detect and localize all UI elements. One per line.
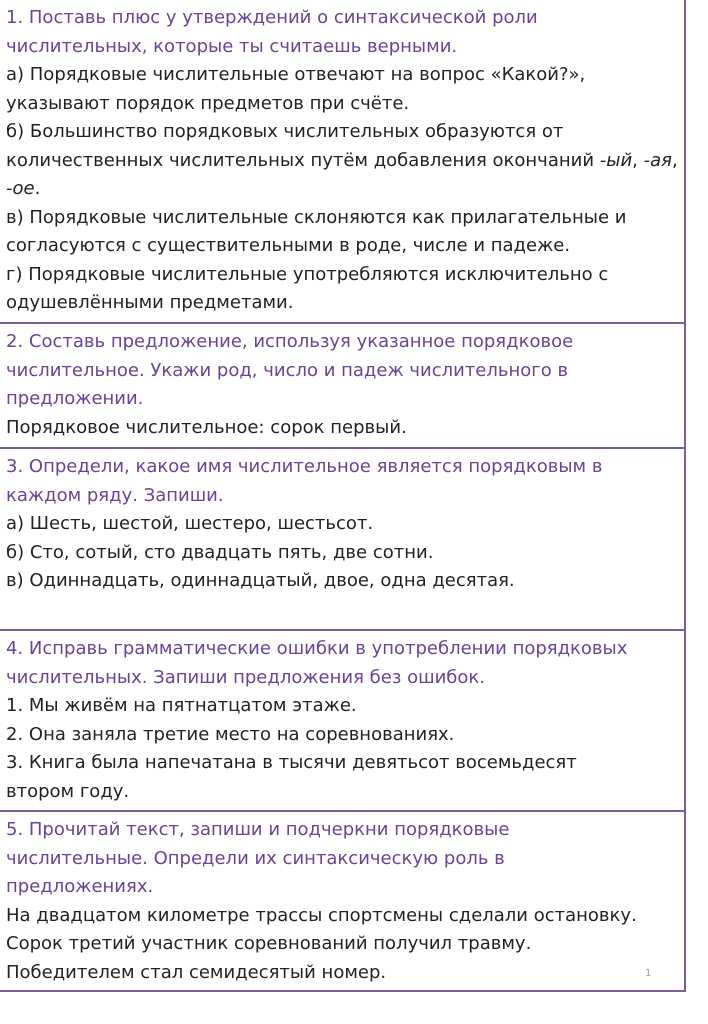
task-1 — [0, 0, 684, 322]
task-5-item-1: На двадцатом километре трассы спортсмены сделали остановку. — [6, 904, 637, 926]
task-5 — [0, 812, 684, 990]
task-4-item-2: 2. Она заняла третие место на соревнованиях. — [6, 723, 455, 745]
task-4-item-1: 1. Мы живём на пятнатцатом этаже. — [6, 695, 357, 716]
task-1-item-b-text: б) Большинство порядковых числительных образуются от количественных числительных путём добавления окончаний — [6, 121, 595, 171]
task-3 — [0, 449, 684, 629]
task-2 — [0, 324, 684, 447]
task-3-heading: 3. Определи, какое имя числительное является порядковым в каждом ряду. Запиши. — [6, 456, 603, 506]
task-1-item-v: в) Порядковые числительные склоняются как прилагательные и согласуются с существительными в роде, числе и падеже. — [6, 206, 627, 256]
task-1-item-g: г) Порядковые числительные употребляются исключительно с одушевлёнными предметами. — [6, 263, 609, 313]
task-4-heading: 4. Исправь грамматические ошибки в употреблении порядковых числительных. Запиши предложения без ошибок. — [6, 638, 628, 688]
ending-oe: -ое — [6, 178, 35, 199]
task-4 — [0, 631, 684, 810]
task-1-heading: 1. Поставь плюс у утверждений о синтаксической роли числительных, которые ты считаешь верными. — [6, 7, 538, 57]
ending-yi: -ый — [599, 149, 633, 171]
task-5-item-2: Сорок третий участник соревнований получил травму. — [6, 933, 532, 954]
page-number: 1 — [645, 968, 652, 979]
task-5-item-3: Победителем стал семидесятый номер. — [6, 961, 387, 983]
task-3-item-v: в) Одиннадцать, одиннадцатый, двое, одна десятая. — [6, 570, 515, 591]
task-2-item-1: Порядковое числительное: сорок первый. — [6, 416, 407, 438]
task-3-item-a: а) Шесть, шестой, шестеро, шестьсот. — [6, 513, 374, 534]
task-3-item-b: б) Сто, сотый, сто двадцать пять, две сотни. — [6, 541, 434, 563]
task-5-heading: 5. Прочитай текст, запиши и подчеркни порядковые числительные. Определи их синтаксическую роль в предложениях. — [6, 819, 510, 897]
task-2-heading: 2. Составь предложение, используя указанное порядковое числительное. Укажи род, число и падеж числительного в предложении. — [6, 331, 574, 409]
task-4-item-3: 3. Книга была напечатана в тысячи девятьсот восемьдесят втором году. — [6, 752, 577, 802]
ending-aya: -ая — [643, 149, 672, 171]
task-1-item-a: а) Порядковые числительные отвечают на вопрос «Какой?», указывают порядок предметов при счёте. — [6, 64, 586, 114]
task-1-item-b: б) Большинство порядковых числительных образуются от количественных числительных путём добавления окончаний -ый, -ая, -ое. — [6, 121, 678, 199]
